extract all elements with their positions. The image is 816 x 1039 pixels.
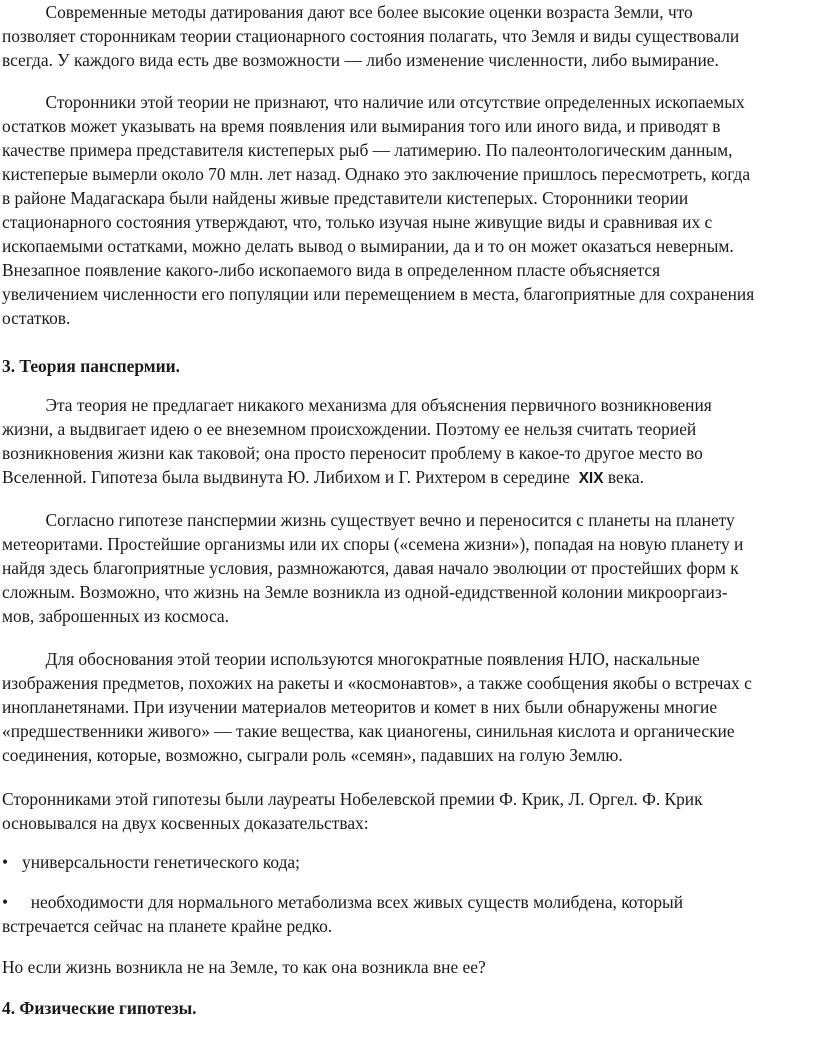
text-line: всегда. У каждого вида есть две возможности — либо изменение численности, либо вымирание. — [2, 50, 719, 70]
text-line: кистеперые вымерли около 70 млн. лет назад. Однако это заключение пришлось пересмотреть, когда — [2, 164, 751, 184]
text-line: Но если жизнь возникла не на Земле, то как она возникла вне ее? — [2, 957, 486, 977]
paragraph-steady-state-fossils — [2, 90, 814, 330]
bullet-icon: • — [2, 892, 9, 912]
text-line: Согласно гипотезе панспермии жизнь существует вечно и переносится с планеты на планету — [2, 510, 735, 530]
text-line: Современные методы датирования дают все более высокие оценки возраста Земли, что — [2, 2, 693, 22]
text-line: качестве примера представителя кистеперых рыб — латимерию. По палеонтологическим данным, — [2, 140, 733, 160]
paragraph-panspermia-meteorites — [2, 508, 814, 628]
text-line: сложным. Возможно, что жизнь на Земле возникла из одной-едидственной колонии микрооргаиз- — [2, 582, 728, 602]
heading-panspermia: 3. Теория панспермии. — [2, 356, 181, 376]
text-line: найдя здесь благоприятные условия, размножаются, давая начало эволюции от простейших форм к — [2, 558, 739, 578]
text-line: Сторонники этой теории не признают, что наличие или отсутствие определенных ископаемых — [2, 92, 745, 112]
text-line: Сторонниками этой гипотезы были лауреаты Нобелевской премии Ф. Крик, Л. Оргел. Ф. Крик — [2, 789, 703, 809]
paragraph-nobel-laureates — [2, 787, 814, 835]
text-line: изображения предметов, похожих на ракеты и «космонавтов», а также сообщения якобы о встречах с — [2, 673, 752, 693]
bullet-text: универсальности генетического кода; — [22, 852, 300, 872]
bullet-item-molybdenum — [2, 890, 814, 938]
text-line: метеоритами. Простейшие организмы или их споры («семена жизни»), попадая на новую планету и — [2, 534, 744, 554]
text-line: в районе Мадагаскара были найдены живые представители кистеперых. Сторонники теории — [2, 188, 689, 208]
bullet-text: необходимости для нормального метаболизма всех живых существ молибдена, который — [22, 892, 684, 912]
text-line: остатков может указывать на время появления или вымирания того или иного вида, и приводят в — [2, 116, 721, 136]
text-line: инопланетянами. При изучении материалов метеоритов и комет в них были обнаружены многие — [2, 697, 718, 717]
text-line: ископаемыми остатками, можно делать вывод о вымирании, да и то он может оказаться неверным. — [2, 236, 734, 256]
text-fragment: Вселенной. Гипотеза была выдвинута Ю. Либихом и Г. Рихтером в середине — [2, 467, 579, 487]
text-line: стационарного состояния утверждают, что, только изучая ныне живущие виды и сравнивая их с — [2, 212, 713, 232]
text-line: жизни, а выдвигает идею о ее внеземном происхождении. Поэтому ее нельзя считать теорией — [2, 419, 697, 439]
bullet-icon: • — [2, 852, 9, 872]
text-line: Эта теория не предлагает никакого механизма для объяснения первичного возникновения — [2, 395, 712, 415]
heading-physical-hypotheses: 4. Физические гипотезы. — [2, 998, 197, 1018]
text-line: Для обоснования этой теории используются многократные появления НЛО, наскальные — [2, 649, 700, 669]
paragraph-panspermia-ufo — [2, 647, 814, 767]
text-line: Внезапное появление какого-либо ископаемого вида в определенном пласте объясняется — [2, 260, 661, 280]
text-fragment: века. — [603, 467, 644, 487]
text-line — [2, 890, 814, 914]
text-line: остатков. — [2, 308, 71, 328]
bullet-item-genetic-code — [2, 850, 814, 874]
text-line — [2, 465, 814, 489]
paragraph-panspermia-intro — [2, 393, 814, 489]
text-line: увеличением численности его популяции или перемещением в места, благоприятные для сохранения — [2, 284, 755, 304]
roman-numeral-century: XIX — [578, 470, 604, 487]
paragraph-steady-state-dating — [2, 0, 814, 72]
text-line: «предшественники живого» — такие вещества, как цианогены, синильная кислота и органические — [2, 721, 735, 741]
text-line: возникновения жизни как таковой; она просто переносит проблему в какое-то другое место во — [2, 443, 703, 463]
text-line: встречается сейчас на планете крайне редко. — [2, 916, 333, 936]
text-line: соединения, которые, возможно, сыграли роль «семян», падавших на голую Землю. — [2, 745, 623, 765]
text-line: основывался на двух косвенных доказательствах: — [2, 813, 369, 833]
text-line: позволяет сторонникам теории стационарного состояния полагать, что Земля и виды существовали — [2, 26, 740, 46]
text-line: мов, заброшенных из космоса. — [2, 606, 229, 626]
text-line — [2, 850, 814, 874]
paragraph-question — [2, 955, 814, 979]
